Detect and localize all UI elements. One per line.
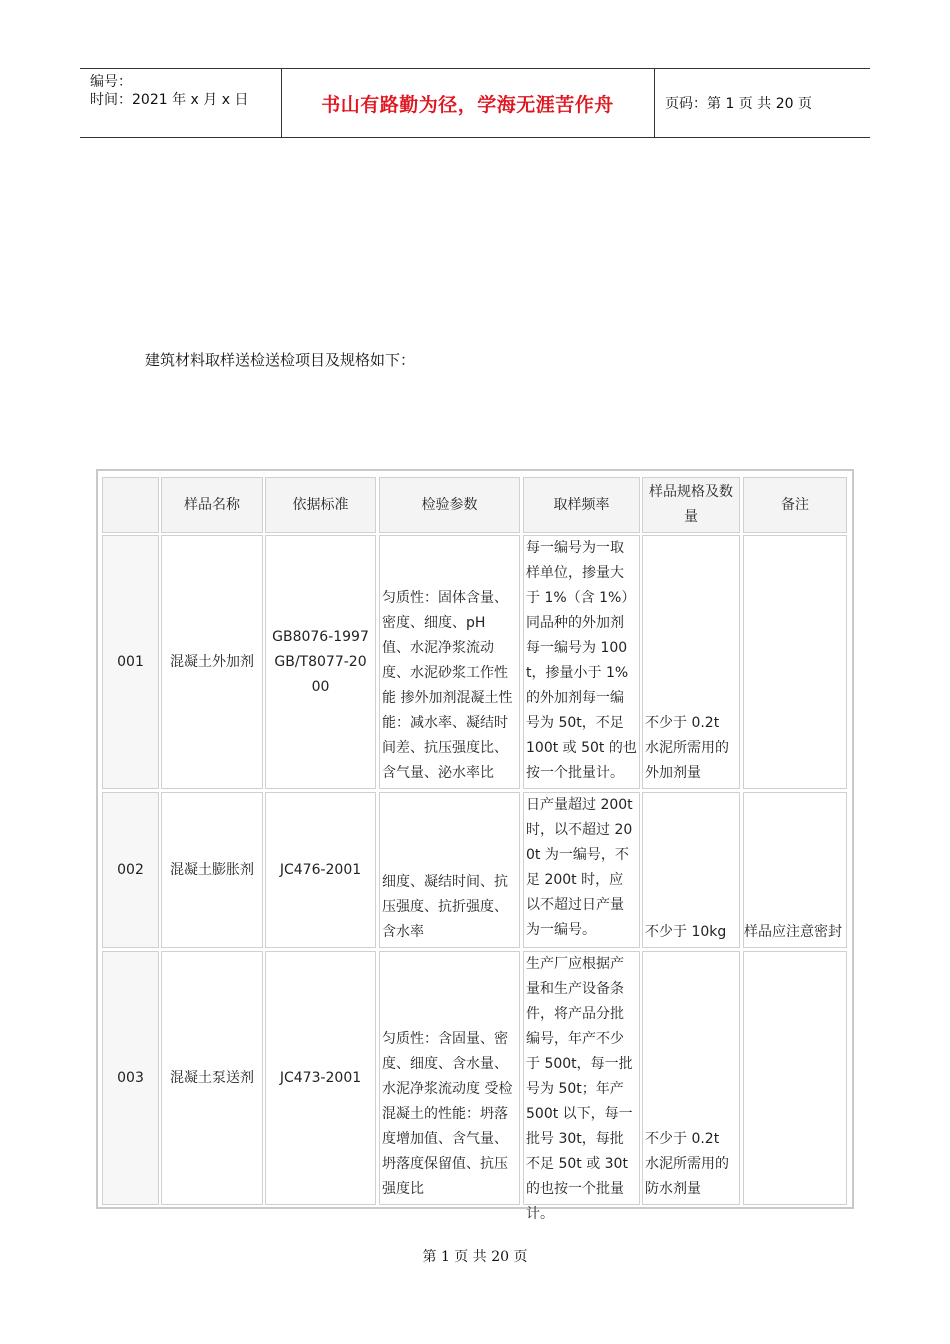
table-row-remark [743,951,847,1205]
table-row-spec: 不少于 0.2t 水泥所需用的外加剂量 [642,535,740,789]
sampling-table [96,469,854,1222]
header-page-cell [655,69,870,137]
col-header-remark: 备注 [743,477,847,533]
table-row-spec: 不少于 0.2t 水泥所需用的防水剂量 [642,951,740,1205]
table-row-no: 001 [102,535,159,789]
table-row-frequency: 日产量超过 200t 时，以不超过 200t 为一编号，不足 200t 时，应以不超过日产量为一编号。 [523,792,640,948]
table-row-standard: GB8076-1997 GB/T8077-2000 [265,535,376,789]
intro-text: 建筑材料取样送检送检项目及规格如下： [145,351,416,369]
table-row-name: 混凝土外加剂 [161,535,263,789]
header-motto-cell [281,69,655,137]
col-header-name: 样品名称 [161,477,263,533]
col-header-spec: 样品规格及数量 [642,477,740,533]
table-row-no: 003 [102,951,159,1205]
table-row-params: 匀质性：含固量、密度、细度、含水量、水泥净浆流动度 受检混凝土的性能：坍落度增加值、含气量、坍落度保留值、抗压强度比 [379,951,520,1205]
table-row-remark [743,535,847,789]
table-row-remark: 样品应注意密封 [743,792,847,948]
table-row-standard: JC476-2001 [265,792,376,948]
header-meta [80,69,282,137]
table-row-params: 细度、凝结时间、抗压强度、抗折强度、含水率 [379,792,520,948]
col-header-standard: 依据标准 [265,477,376,533]
col-header-params: 检验参数 [379,477,520,533]
table-row-name: 混凝土泵送剂 [161,951,263,1205]
table-row-name: 混凝土膨胀剂 [161,792,263,948]
table-row-spec: 不少于 10kg [642,792,740,948]
doc-time-label: 时间：2021 年 x 月 x 日 [90,92,249,108]
doc-code-label: 编号： [90,74,132,90]
table-row-frequency: 每一编号为一取样单位，掺量大于 1%（含 1%）同品种的外加剂每一编号为 100t，掺量小于 1%的外加剂每一编号为 50t，不足 100t 或 50t 的也按一个批量计。 [523,535,640,789]
page-header [80,68,870,138]
page-footer: 第 1 页 共 20 页 [422,1249,528,1265]
table-row-standard: JC473-2001 [265,951,376,1205]
motto: 书山有路勤为径，学海无涯苦作舟 [321,93,614,116]
col-header-no [102,477,159,533]
col-header-frequency: 取样频率 [523,477,640,533]
table-row-frequency: 生产厂应根据产量和生产设备条件，将产品分批编号，年产不少于 500t，每一批号为 50t；年产 500t 以下，每一批号 30t，每批不足 50t 或 30t 的也按一个批量计。 [523,951,640,1205]
table-row-params: 匀质性：固体含量、密度、细度、pH 值、水泥净浆流动度、水泥砂浆工作性能 掺外加剂混凝土性能：减水率、凝结时间差、抗压强度比、含气量、泌水率比 [379,535,520,789]
page-number-label: 页码：第 1 页 共 20 页 [665,96,812,112]
table-row-no: 002 [102,792,159,948]
